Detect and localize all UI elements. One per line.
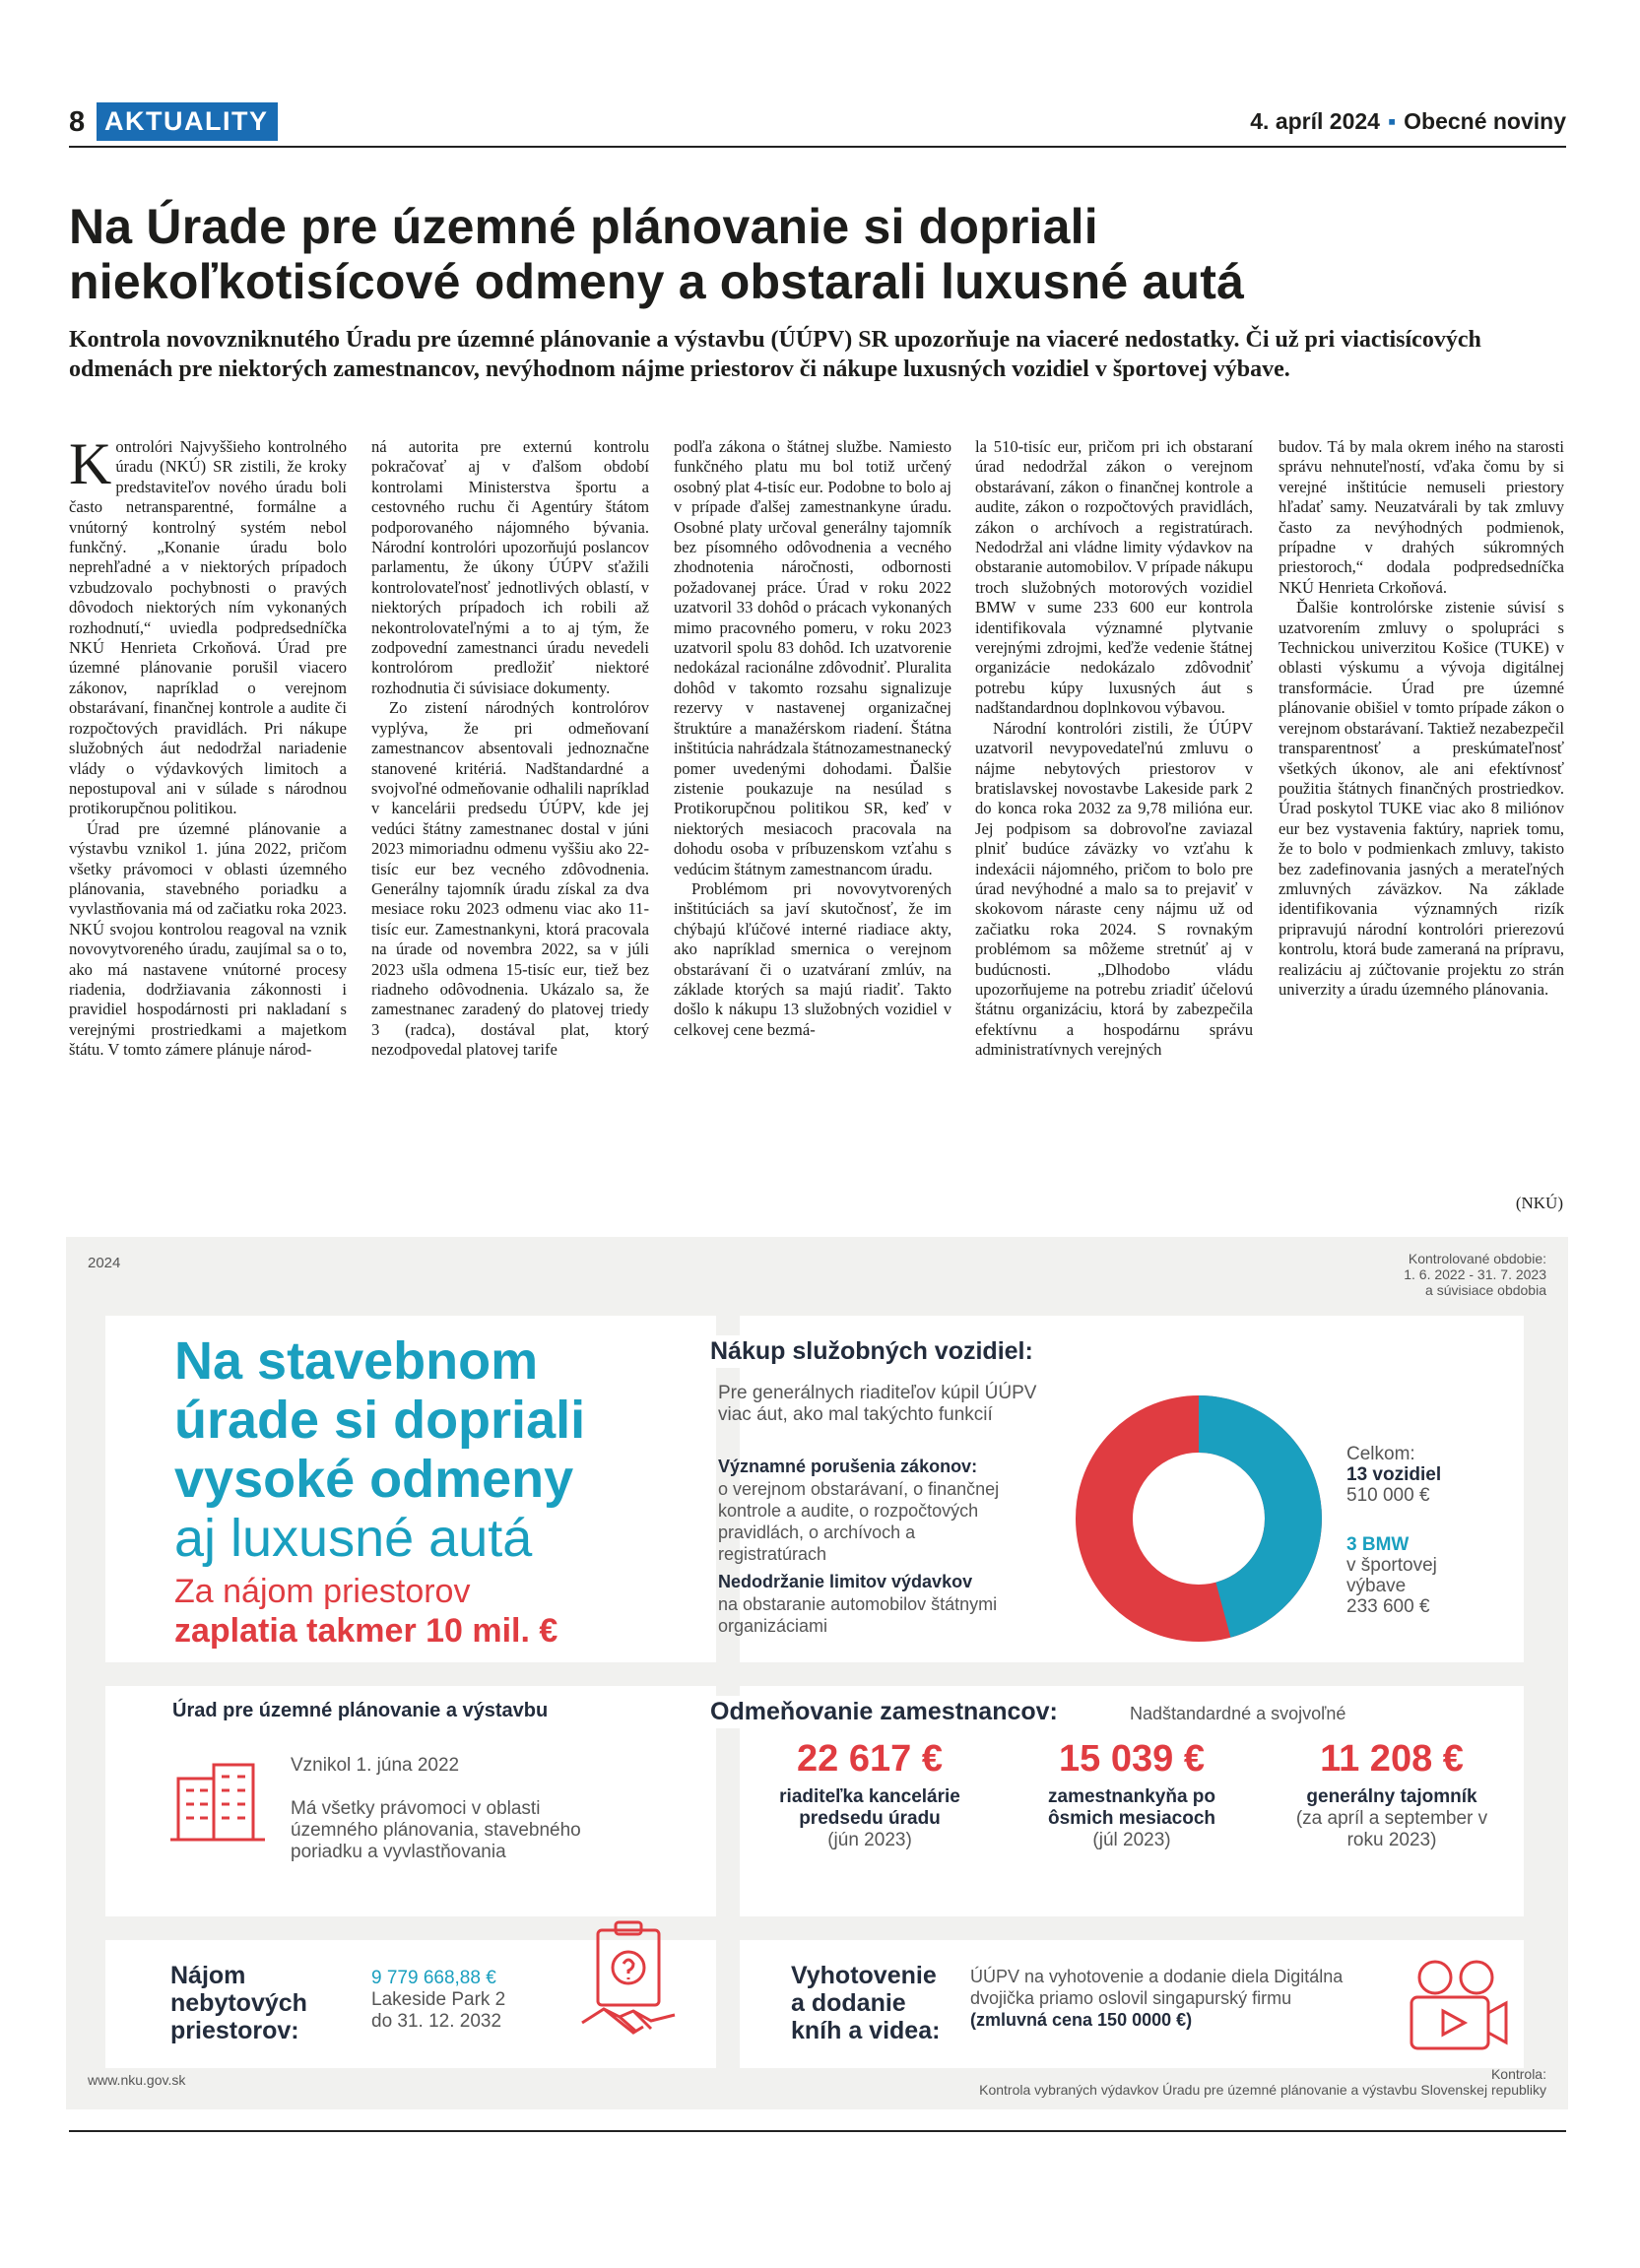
- article-signature: (NKÚ): [1515, 1194, 1563, 1212]
- bmw-sum: 233 600 €: [1346, 1596, 1430, 1617]
- period-label: Kontrolované obdobie:: [1408, 1251, 1546, 1266]
- cars-heading-2: Významné porušenia zákonov:: [718, 1457, 978, 1476]
- total-label: Celkom:: [1346, 1444, 1415, 1464]
- newspaper-name: Obecné noviny: [1404, 108, 1566, 134]
- article-column-3: [674, 437, 951, 1225]
- paragraph: Problémom pri novovytvorených inštitúciách sa javí skutočnosť, že im chýbajú kľúčové interné riadiace akty, ako napríklad smernica o verejnom obstarávaní či o uzatváraní zmlúv, na základe ktorých sa majú riadiť. Takto došlo k nákupu 13 služobných vozidiel v celkovej cene bezmá-: [674, 878, 951, 1039]
- headline-line-1: Na Úrade pre územné plánovanie si dopriali: [69, 199, 1098, 254]
- info-year: 2024: [88, 1255, 121, 1271]
- books-heading-line: Vyhotovenie: [791, 1962, 937, 1989]
- books-heading-line: kníh a videa:: [791, 2017, 941, 2044]
- header-rule: [69, 146, 1566, 148]
- cars-donut-chart: [1071, 1391, 1327, 1647]
- cars-text-2: o verejnom obstarávaní, o finančnej kontrole a audite, o rozpočtových pravidlách, o archívoch a registratúrach: [718, 1479, 1000, 1564]
- cars-text-1: Pre generálnych riaditeľov kúpil ÚÚPV viac áut, ako mal takýchto funkcií: [718, 1383, 1037, 1425]
- period-value: 1. 6. 2022 - 31. 7. 2023: [1404, 1266, 1546, 1282]
- bmw-label: 3 BMW: [1346, 1534, 1410, 1555]
- paragraph: ná autorita pre externú kontrolu pokračovať aj v ďalšom období kontrolami Ministerstva športu a cestovného ruchu či Agentúry štátom podporovaného nájomného bývania. Národní kontrolóri upozorňujú poslancov parlamentu, že úkony ÚÚPV sťažili kontrolovateľnosť jednotlivých oblastí, v niektorých prípadoch ich robili až nekontrolovateľnými a to aj tým, že zodpovední zamestnanci úradu nevedeli kontrolórom predložiť niektoré rozhodnutia či súvisiace dokumenty.: [371, 437, 649, 697]
- paragraph: budov. Tá by mala okrem iného na starosti správu nehnuteľností, vďaka čomu by si verejné inštitúcie nemuseli priestory hľadať samy. Neuzatvárali by tak zmluvy často za nevýhodných podmienok, prípadne v drahých súkromných priestoroch,“ dodala podpredsedníčka NKÚ Henrieta Crkoňová.: [1279, 437, 1564, 597]
- info-url[interactable]: www.nku.gov.sk: [88, 2072, 186, 2088]
- reward-label: generálny tajomník: [1306, 1786, 1477, 1807]
- reward-period: (za apríl a september v roku 2023): [1295, 1808, 1488, 1850]
- reward-amount: 22 617 €: [797, 1738, 943, 1780]
- article-column-4: [975, 437, 1253, 1225]
- books-heading-line: a dodanie: [791, 1989, 906, 2017]
- cars-text-3: na obstaranie automobilov štátnymi organizáciami: [718, 1594, 998, 1636]
- section-label[interactable]: AKTUALITY: [97, 102, 278, 141]
- title-line: úrade si dopriali: [174, 1391, 586, 1450]
- books-description: ÚÚPV na vyhotovenie a dodanie diela Digitálna dvojička priamo oslovil singapurský firmu: [970, 1967, 1344, 2008]
- paragraph: [69, 437, 347, 819]
- article-column-1: [69, 437, 347, 1225]
- page-number: 8: [69, 106, 86, 138]
- subtitle-line: Za nájom priestorov: [174, 1573, 471, 1610]
- headline-line-2: niekoľkotisícové odmeny a obstarali luxusné autá: [69, 254, 1245, 309]
- rent-heading-line: Nájom: [170, 1962, 246, 1989]
- separator: ▪: [1387, 108, 1397, 134]
- paragraph: Zo zistení národných kontrolórov vyplýva, že pri odmeňovaní zamestnancov absentovali jednoznačne stanovené kritériá. Nadštandardné a svojvoľné odmeňovanie odhalili napríklad v kancelárii predsedu ÚÚPV, kde jej vedúci štátny zamestnanec dostal v júni 2023 mimoriadnu odmenu vyššiu ako 22-tisíc eur bez vecného zdôvodnenia. Generálny tajomník úradu získal za dva mesiace roku 2023 odmenu viac ako 11-tisíc eur. Zamestnankyni, ktorá pracovala na úrade od novembra 2022, sa v júli 2023 ušla odmena 15-tisíc eur, tiež bez riadneho odôvodnenia. Ukázalo sa, že zamestnanec zaradený do platovej triedy 3 (radca), dostával plat, ktorý nezodpovedal platovej tarife: [371, 698, 649, 1060]
- footer-rule: [69, 2130, 1566, 2132]
- reward-item: [1262, 1735, 1522, 1851]
- reward-item: [740, 1735, 1000, 1851]
- cars-total: [1346, 1444, 1441, 1506]
- rent-heading-line: nebytových: [170, 1989, 307, 2017]
- headline: [69, 199, 1566, 309]
- reward-period: (jún 2023): [827, 1830, 912, 1850]
- books-text: [970, 1966, 1364, 2031]
- office-heading: Úrad pre územné plánovanie a výstavbu: [172, 1700, 549, 1721]
- rewards-note: Nadštandardné a svojvoľné: [1130, 1704, 1346, 1723]
- video-camera-icon: [1404, 1954, 1512, 2056]
- reward-amount: 11 208 €: [1320, 1738, 1464, 1780]
- reward-label: zamestnankyňa po ôsmich mesiacoch: [1047, 1786, 1216, 1829]
- reward-label: riaditeľka kancelárie predsedu úradu: [779, 1786, 960, 1829]
- article-column-2: [371, 437, 649, 1225]
- issue-info: [1250, 108, 1566, 135]
- office-powers: Má všetky právomoci v oblasti územného plánovania, stavebného poriadku a vyvlastňovania: [291, 1798, 581, 1862]
- perex: Kontrola novovzniknutého Úradu pre územné plánovanie a výstavbu (ÚÚPV) SR upozorňuje na viaceré nedostatky. Či už pri viactisícových odmenách pre niektorých zamestnancov, nevýhodnom nájme priestorov či nákupe luxusných vozidiel v športovej výbave.: [69, 327, 1481, 382]
- control-value: Kontrola vybraných výdavkov Úradu pre územné plánovanie a výstavbu Slovenskej republiky: [979, 2082, 1546, 2098]
- rent-until: do 31. 12. 2032: [371, 2011, 502, 2032]
- contract-handshake-icon: [578, 1916, 687, 2054]
- cars-heading: Nákup služobných vozidiel:: [704, 1335, 1039, 1368]
- subtitle-line: zaplatia takmer 10 mil. €: [174, 1612, 558, 1650]
- books-heading: [785, 1960, 946, 2046]
- paragraph: la 510-tisíc eur, pričom pri ich obstaraní úrad nedodržal zákon o verejnom obstarávaní, zákon o finančnej kontrole a audite, zákon o rozpočtových pravidlách, zákon o archívoch a registratúrach. Nedodržal ani vládne limity výdavkov na obstaranie automobilov. V prípade nákupu troch služobných motorových vozidiel BMW v sume 233 600 eur kontrola identifikovala významné plytvanie verejnými zdrojmi, keďže vedenie štátnej organizácie nedokázalo zdôvodniť potrebu kúpy luxusných áut s nadštandardnou doplnkovou výbavou.: [975, 437, 1253, 718]
- paragraph: Národní kontrolóri zistili, že ÚÚPV uzatvoril nevypovedateľnú zmluvu o nájme nebytových priestorov v bratislavskej novostavbe Lakeside park 2 do konca roka 2032 za 9,78 milióna eur. Jej podpisom sa dobrovoľne zaviazal plniť budúce záväzky vo vzťahu k indexácii nájomného, pričom to bolo pre úrad nevýhodné a malo sa to prejaviť v skokovom náraste ceny nájmu už od začiatku roka 2024. S rovnakým problémom sa môžeme stretnúť aj v budúcnosti. „Dlhodobo vládu upozorňujeme na potrebu zriadiť účelovú štátnu organizáciu, ktorá by zabezpečila efektívnu a hospodárnu správu administratívnych verejných: [975, 718, 1253, 1060]
- rent-heading: [164, 1960, 313, 2046]
- info-subtitle: [174, 1572, 558, 1651]
- cars-bmw: [1346, 1534, 1437, 1617]
- bmw-desc: výbave: [1346, 1576, 1407, 1596]
- issue-date: 4. apríl 2024: [1250, 108, 1380, 134]
- rent-heading-line: priestorov:: [170, 2017, 299, 2044]
- total-count: 13 vozidiel: [1346, 1464, 1442, 1485]
- total-sum: 510 000 €: [1346, 1485, 1430, 1506]
- article-column-5: [1279, 437, 1564, 1225]
- paragraph: Ďalšie kontrolórske zistenie súvisí s uzatvorením zmluvy o spolupráci s Technickou univerzitou Košice (TUKE) v oblasti výskumu a vývoja digitálnej transformácie. Úrad pre územné plánovanie obišiel v tomto prípade zákon o verejnom obstarávaní. Taktiež nezabezpečil transparentnosť a preskúmateľnosť všetkých úkonov, ale ani efektívnosť použitia štátnych finančných prostriedkov. Úrad poskytol TUKE viac ako 8 miliónov eur bez vystavenia faktúry, napriek tomu, že to bolo v podmienkach zmluvy, takisto bez zadefinovania jasných a merateľných zmluvných záväzkov. Na základe identifikovania významných rizík pripravujú národní kontrolóri prierezovú kontrolu, ktorá bude zameraná na prípravu, realizáciu aj zúčtovanie projektu zo strán univerzity a úradu územného plánovania.: [1279, 598, 1564, 999]
- page-header: [69, 102, 1566, 146]
- title-line: vysoké odmeny: [174, 1450, 574, 1509]
- rewards-heading: Odmeňovanie zamestnancov:: [704, 1696, 1064, 1728]
- dropcap: K: [69, 437, 112, 496]
- books-price: (zmluvná cena 150 0000 €): [970, 2010, 1193, 2030]
- reward-period: (júl 2023): [1092, 1830, 1171, 1850]
- rent-amount: 9 779 668,88 €: [371, 1968, 496, 1988]
- control-label: Kontrola:: [1490, 2066, 1546, 2082]
- infographic: [66, 1237, 1568, 2109]
- cars-heading-3: Nedodržanie limitov výdavkov: [718, 1572, 973, 1591]
- rent-place: Lakeside Park 2: [371, 1989, 506, 2010]
- title-line: Na stavebnom: [174, 1331, 539, 1391]
- period-note: a súvisiace obdobia: [1425, 1282, 1546, 1298]
- paragraph: Úrad pre územné plánovanie a výstavbu vznikol 1. júna 2022, pričom všetky právomoci v oblasti územného plánovania, stavebného poriadku a vyvlastňovania má od začiatku roka 2023. NKÚ svojou kontrolou reagoval na vznik novovytvoreného úradu, zaujímal sa o to, ako má nastavene vnútorné procesy riadenia, dodržiavania zákonnosti i pravidiel hospodárnosti pri nakladaní s verejnými prostriedkami a majetkom štátu. V tomto zámere plánuje národ-: [69, 818, 347, 1060]
- building-icon: [170, 1759, 265, 1846]
- control-period: [1290, 1251, 1546, 1298]
- reward-amount: 15 039 €: [1059, 1738, 1205, 1780]
- rent-details: [371, 1968, 505, 2033]
- title-line: aj luxusné autá: [174, 1509, 533, 1568]
- paragraph-text: ontrolóri Najvyššieho kontrolného úradu (NKÚ) SR zistili, že kroky predstaviteľov nového úradu boli často netransparentné, formálne a vnútorný kontrolný systém nebol funkčný. „Konanie úradu bolo neprehľadné a v niektorých prípadoch vzbudzovalo pochybnosti o pravých dôvodoch niektorých ním vykonaných rozhodnutí,“ uviedla podpredsedníčka NKÚ Henrieta Crkoňová. Úrad pre územné plánovanie porušil viacero zákonov, napríklad o verejnom obstarávaní, finančnej kontrole a audite či rozpočtových pravidlách. Pri nákupe služobných áut nedodržal nariadenie vlády o výdavkových limitoch a nepostupoval ani v súlade s národnou protikorupčnou politikou.: [69, 437, 347, 818]
- office-founded: Vznikol 1. júna 2022: [291, 1755, 460, 1776]
- paragraph: podľa zákona o štátnej službe. Namiesto funkčného platu mu bol totiž určený osobný plat 4-tisíc eur. Podobne to bolo aj v prípade ďalšej zamestnankyne úradu. Osobné platy určoval generálny tajomník bez písomného odôvodnenia a vecného zhodnotenia náročnosti, odbornosti požadovanej práce. Úrad v roku 2022 uzatvoril 33 dohôd o prácach vykonaných mimo pracovného pomeru, v roku 2023 uzatvoril spolu 83 dohôd. Ich uzatvorenie nedokázal racionálne zdôvodniť. Pluralita dohôd v takomto rozsahu signalizuje rezervy v nastavenej organizačnej štruktúre a manažérskom riadení. Štátna inštitúcia nahrádzala štátnozamestnanecký pomer uvedenými dohodami. Ďalšie zistenie poukazuje na nesúlad s Protikorupčnou politikou SR, keď v niektorých mesiacoch pracovala na dohodu osoba v príbuzenskom vzťahu s vedúcim štátnym zamestnancom úradu.: [674, 437, 951, 878]
- info-title: [174, 1331, 585, 1568]
- bmw-desc: v športovej: [1346, 1555, 1437, 1576]
- info-control-note: [979, 2066, 1546, 2098]
- reward-item: [1002, 1735, 1262, 1851]
